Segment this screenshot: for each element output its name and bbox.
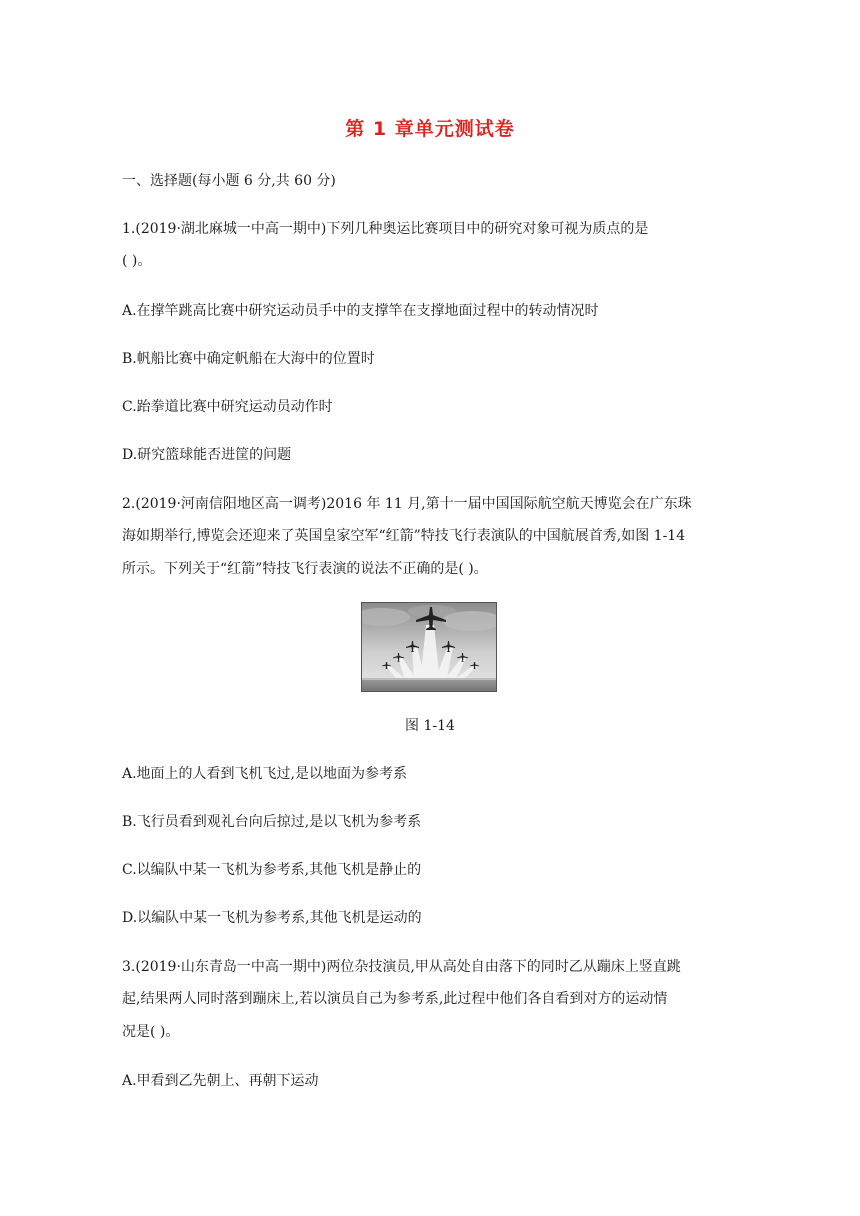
section-heading: 一、选择题(每小题 6 分,共 60 分) (122, 173, 336, 189)
question-1-stem-line-2: ( )。 (122, 253, 152, 269)
question-2-stem-line-2: 海如期举行,博览会还迎来了英国皇家空军“红箭”特技飞行表演队的中国航展首秀,如图 1-14 (122, 528, 686, 544)
question-2-option-c: C.以编队中某一飞机为参考系,其他飞机是静止的 (122, 862, 422, 878)
question-2-stem-line-3: 所示。下列关于“红箭”特技飞行表演的说法不正确的是( )。 (122, 561, 488, 577)
question-3-stem-line-2: 起,结果两人同时落到蹦床上,若以演员自己为参考系,此过程中他们各自看到对方的运动情 (122, 991, 668, 1007)
question-3-stem-line-1: 3.(2019·山东青岛一中高一期中)两位杂技演员,甲从高处自由落下的同时乙从蹦床上竖直跳 (122, 959, 681, 975)
question-2-option-a: A.地面上的人看到飞机飞过,是以地面为参考系 (122, 766, 408, 782)
question-3-option-a: A.甲看到乙先朝上、再朝下运动 (122, 1073, 319, 1089)
question-1-option-b: B.帆船比赛中确定帆船在大海中的位置时 (122, 351, 375, 367)
question-2-option-d: D.以编队中某一飞机为参考系,其他飞机是运动的 (122, 910, 422, 926)
question-3-stem-line-3: 况是( )。 (122, 1024, 180, 1040)
question-1-option-c: C.跆拳道比赛中研究运动员动作时 (122, 399, 333, 415)
figure-caption: 图 1-14 (405, 718, 455, 734)
question-1-option-d: D.研究篮球能否进筐的问题 (122, 447, 292, 463)
question-1-option-a: A.在撑竿跳高比赛中研究运动员手中的支撑竿在支撑地面过程中的转动情况时 (122, 303, 599, 319)
question-1-stem-line-1: 1.(2019·湖北麻城一中高一期中)下列几种奥运比赛项目中的研究对象可视为质点的是 (122, 221, 649, 237)
question-2-option-b: B.飞行员看到观礼台向后掠过,是以飞机为参考系 (122, 814, 422, 830)
figure-red-arrows-photo (361, 602, 497, 692)
question-2-stem-line-1: 2.(2019·河南信阳地区高一调考)2016 年 11 月,第十一届中国国际航空航天博览会在广东珠 (122, 496, 692, 512)
page-title: 第 1 章单元测试卷 (345, 118, 515, 140)
